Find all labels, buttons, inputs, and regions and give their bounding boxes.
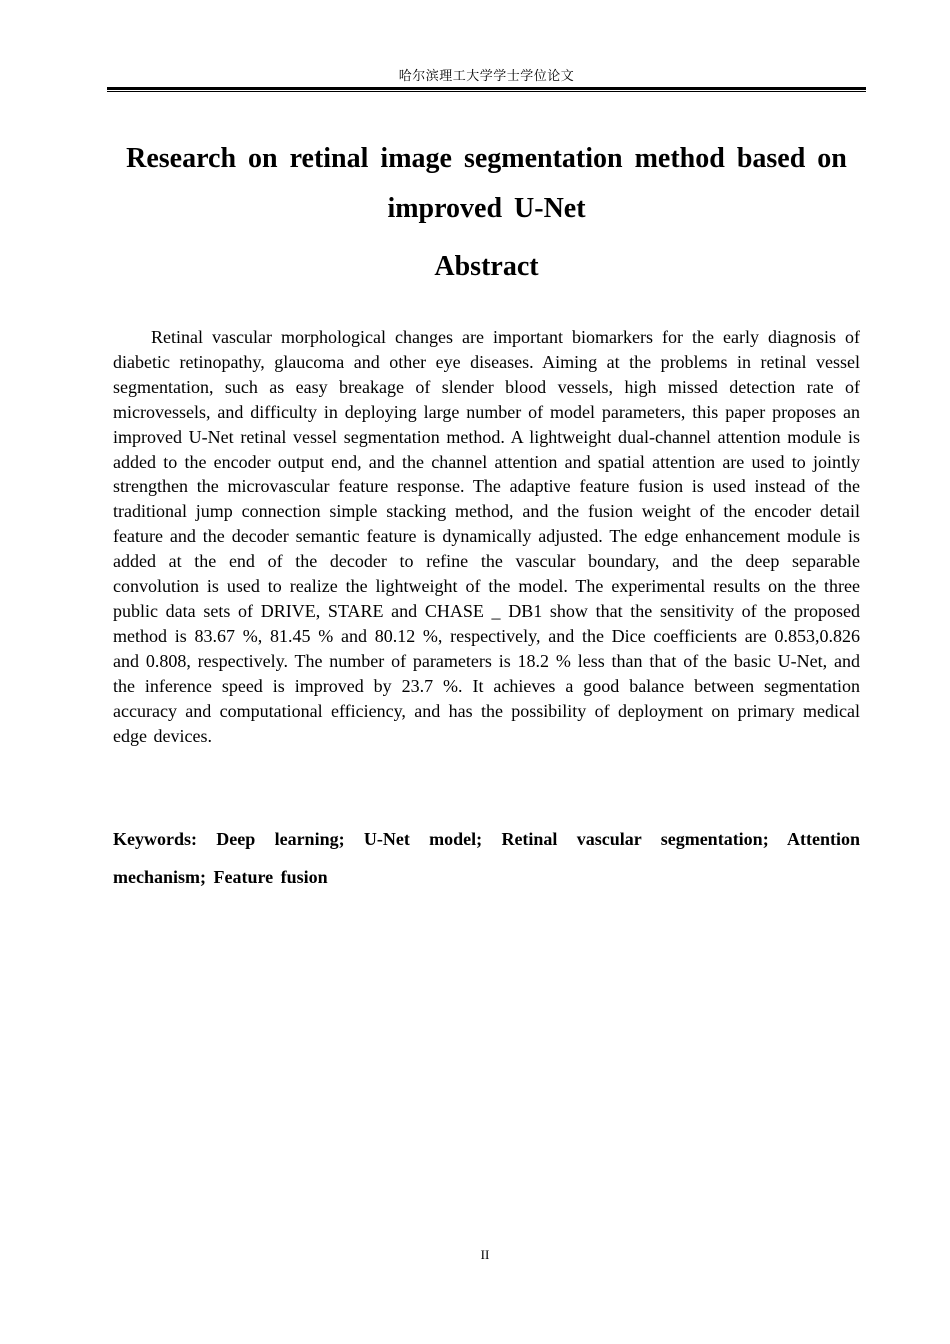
abstract-heading: Abstract bbox=[434, 251, 539, 282]
running-header: 哈尔滨理工大学学士学位论文 bbox=[398, 69, 575, 84]
paper-title: Research on retinal image segmentation method based on improved U-Net bbox=[126, 143, 847, 224]
page-number: II bbox=[480, 1247, 490, 1262]
header-double-rule bbox=[107, 87, 866, 92]
abstract-body: Retinal vascular morphological changes are important biomarkers for the early diagnosis of diabetic retinopathy, glaucoma and other eye diseases. Aiming at the problems in retinal vessel segmentation, such as easy breakage of slender blood vessels, high missed detection rate of microvessels, and difficulty in deploying large number of model parameters, this paper proposes an improved U-Net retinal vessel segmentation method. A lightweight dual-channel attention module is added to the encoder output end, and the channel attention and spatial attention are used to jointly strengthen the microvascular feature response. The adaptive feature fusion is used instead of the traditional jump connection simple stacking method, and the fusion weight of the encoder detail feature and the decoder semantic feature is dynamically adjusted. The edge enhancement module is added at the end of the decoder to refine the vascular boundary, and the deep separable convolution is used to realize the lightweight of the model. The experimental results on the three public data sets of DRIVE, STARE and CHASE _ DB1 show that the sensitivity of the proposed method is 83.67 %, 81.45 % and 80.12 %, respectively, and the Dice coefficients are 0.853,0.826 and 0.808, respectively. The number of parameters is 18.2 % less than that of the basic U-Net, and the inference speed is improved by 23.7 %. It achieves a good balance between segmentation accuracy and computational efficiency, and has the possibility of deployment on primary medical edge devices. bbox=[113, 327, 860, 746]
keywords-line: Keywords: Deep learning; U-Net model; Retinal vascular segmentation; Attention mechanism; Feature fusion bbox=[113, 829, 860, 887]
